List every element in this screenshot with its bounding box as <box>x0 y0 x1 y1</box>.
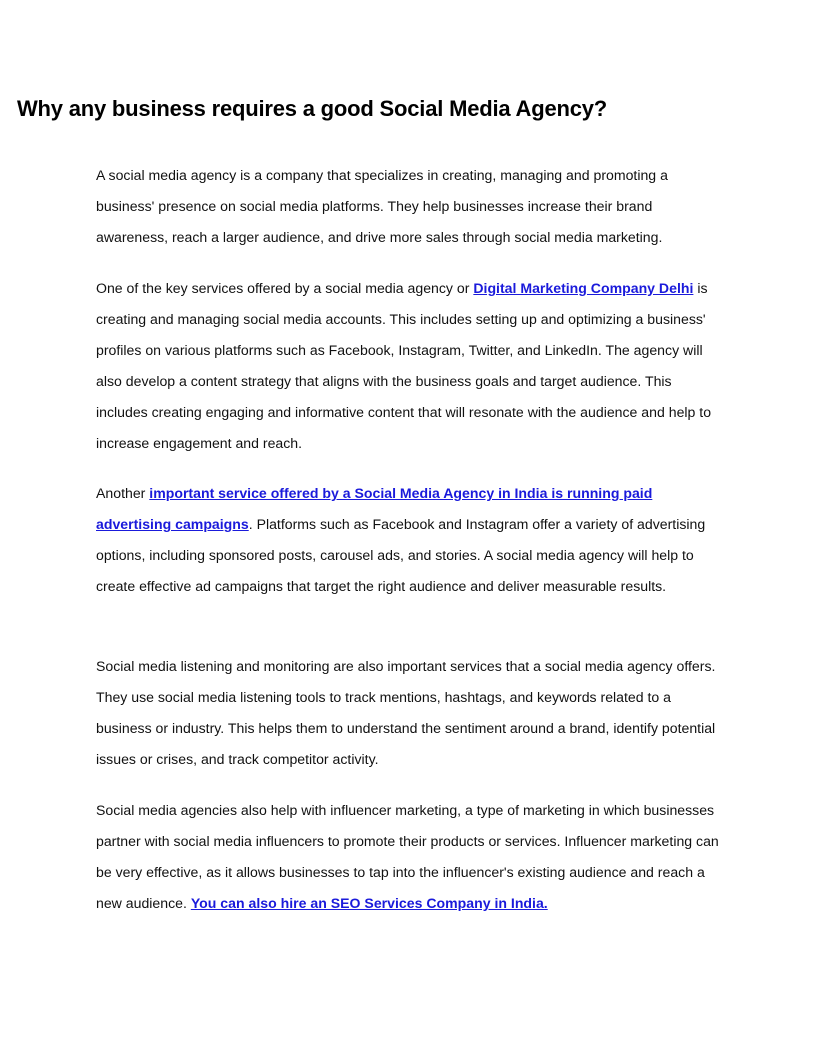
paragraph-listening-monitoring <box>96 651 724 775</box>
paragraph-text-before-link: Social media agencies also help with influencer marketing, a type of marketing in which businesses partner with social media influencers to promote their products or services. Influencer marketing can be very effective, as it allows businesses to tap into the influencer's existing audience and reach a new audience. <box>96 802 719 911</box>
paragraph-text: A social media agency is a company that specializes in creating, managing and promoting a business' presence on social media platforms. They help businesses increase their brand awareness, reach a larger audience, and drive more sales through social media marketing. <box>96 167 668 245</box>
paragraph-influencer-marketing <box>96 795 724 919</box>
paragraph-text-before-link: Another <box>96 485 150 501</box>
paragraph-paid-advertising <box>96 478 724 602</box>
seo-services-company-india-link[interactable]: You can also hire an SEO Services Company in India. <box>190 895 548 911</box>
paragraph-intro <box>96 160 724 253</box>
digital-marketing-company-delhi-link[interactable]: Digital Marketing Company Delhi <box>473 280 694 296</box>
paragraph-text-before-link: One of the key services offered by a social media agency or <box>96 280 474 296</box>
paragraph-text-after-link: is creating and managing social media accounts. This includes setting up and optimizing a business' profiles on various platforms such as Facebook, Instagram, Twitter, and LinkedIn. The agency will also develop a content strategy that aligns with the business goals and target audience. This includes creating engaging and informative content that will resonate with the audience and help to increase engagement and reach. <box>96 280 712 451</box>
page-title: Why any business requires a good Social Media Agency? <box>16 96 608 121</box>
paragraph-key-services <box>96 273 724 459</box>
social-media-agency-india-link[interactable]: important service offered by a Social Media Agency in India is running paid advertising campaigns <box>96 485 653 532</box>
paragraph-text: Social media listening and monitoring are also important services that a social media agency offers. They use social media listening tools to track mentions, hashtags, and keywords related to a business or industry. This helps them to understand the sentiment around a brand, identify potential issues or crises, and track competitor activity. <box>96 658 716 767</box>
paragraph-text-after-link: . Platforms such as Facebook and Instagram offer a variety of advertising options, including sponsored posts, carousel ads, and stories. A social media agency will help to create effective ad campaigns that target the right audience and deliver measurable results. <box>96 516 706 594</box>
